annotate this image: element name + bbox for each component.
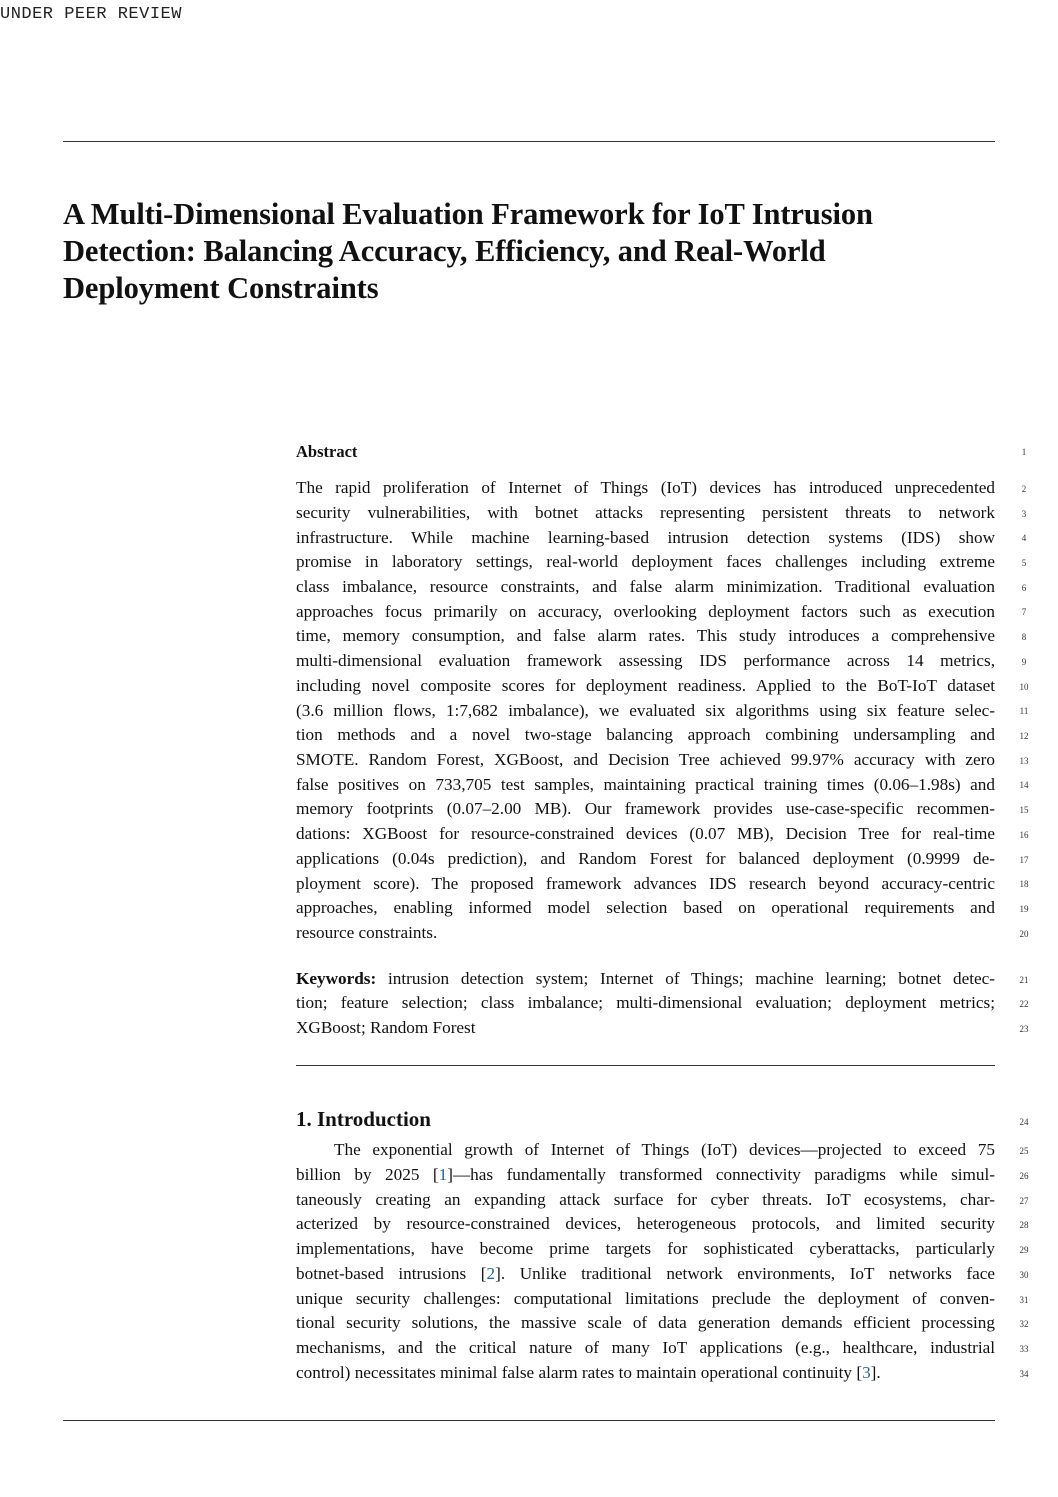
- keywords-line: XGBoost; Random Forest: [296, 1018, 476, 1037]
- line-number: 7: [1021, 607, 1027, 617]
- line-number: 21: [1019, 975, 1029, 985]
- keywords-line: tion; feature selection; class imbalance; multi-dimensional evaluation; deployment metrics;: [296, 993, 995, 1012]
- bottom-rule: [63, 1420, 995, 1421]
- line-number: 33: [1019, 1344, 1029, 1354]
- abstract-line: class imbalance, resource constraints, and false alarm minimization. Traditional evaluation: [296, 577, 995, 596]
- line-number: 6: [1021, 583, 1027, 593]
- abstract-line: applications (0.04s prediction), and Random Forest for balanced deployment (0.9999 de-: [296, 849, 995, 868]
- abstract-line: memory footprints (0.07–2.00 MB). Our framework provides use-case-specific recommen-: [296, 799, 995, 818]
- abstract-line: approaches focus primarily on accuracy, overlooking deployment factors such as execution: [296, 602, 995, 621]
- abstract-line: The rapid proliferation of Internet of Things (IoT) devices has introduced unprecedented: [296, 478, 995, 497]
- intro-line: implementations, have become prime targets for sophisticated cyberattacks, particularly: [296, 1239, 995, 1258]
- line-number: 34: [1019, 1369, 1029, 1379]
- abstract-line: multi-dimensional evaluation framework assessing IDS performance across 14 metrics,: [296, 651, 995, 670]
- line-number: 29: [1019, 1245, 1029, 1255]
- abstract-line: promise in laboratory settings, real-world deployment faces challenges including extreme: [296, 552, 995, 571]
- intro-line: botnet-based intrusions [2]. Unlike traditional network environments, IoT networks face: [296, 1264, 995, 1283]
- line-number: 9: [1021, 657, 1027, 667]
- line-number: 16: [1019, 830, 1029, 840]
- line-number: 20: [1019, 929, 1029, 939]
- line-number: 4: [1021, 533, 1027, 543]
- abstract-line: tion methods and a novel two-stage balancing approach combining undersampling and: [296, 725, 995, 744]
- line-number: 2: [1021, 484, 1027, 494]
- introduction-heading: 1. Introduction: [296, 1107, 431, 1131]
- citation-link[interactable]: 2: [486, 1264, 496, 1283]
- citation-link[interactable]: 3: [862, 1363, 871, 1382]
- line-number: 12: [1019, 731, 1029, 741]
- line-number: 17: [1019, 855, 1029, 865]
- line-number: 23: [1019, 1024, 1029, 1034]
- citation-link[interactable]: 1: [438, 1165, 448, 1184]
- title-line: Deployment Constraints: [63, 271, 379, 305]
- line-number: 22: [1019, 999, 1029, 1009]
- line-number: 25: [1019, 1146, 1029, 1156]
- abstract-heading: Abstract: [296, 442, 358, 461]
- intro-line: [296, 1162, 995, 1187]
- line-number: 27: [1019, 1196, 1029, 1206]
- intro-line: The exponential growth of Internet of Things (IoT) devices—projected to exceed 75: [334, 1140, 995, 1159]
- abstract-line: ployment score). The proposed framework advances IDS research beyond accuracy-centric: [296, 874, 995, 893]
- line-number: 19: [1019, 904, 1029, 914]
- line-number: 10: [1019, 682, 1029, 692]
- intro-line: tional security solutions, the massive scale of data generation demands efficient processing: [296, 1313, 995, 1332]
- line-number: 32: [1019, 1319, 1029, 1329]
- line-number: 24: [1019, 1117, 1029, 1127]
- line-number: 26: [1019, 1171, 1029, 1181]
- line-number: 8: [1021, 632, 1027, 642]
- introduction-section: [296, 0, 995, 1497]
- intro-line: mechanisms, and the critical nature of many IoT applications (e.g., healthcare, industrial: [296, 1338, 995, 1357]
- intro-line: taneously creating an expanding attack surface for cyber threats. IoT ecosystems, char-: [296, 1190, 995, 1209]
- line-number: 28: [1019, 1220, 1029, 1230]
- line-number: 13: [1019, 756, 1029, 766]
- under-review-watermark: UNDER PEER REVIEW: [0, 5, 182, 24]
- abstract-line: SMOTE. Random Forest, XGBoost, and Decision Tree achieved 99.97% accuracy with zero: [296, 750, 995, 769]
- line-number: 5: [1021, 558, 1027, 568]
- abstract-line: including novel composite scores for deployment readiness. Applied to the BoT-IoT dataset: [296, 676, 995, 695]
- abstract-line: dations: XGBoost for resource-constrained devices (0.07 MB), Decision Tree for real-time: [296, 824, 995, 843]
- abstract-line: approaches, enabling informed model selection based on operational requirements and: [296, 898, 995, 917]
- title-line: Detection: Balancing Accuracy, Efficiency, and Real-World: [63, 234, 826, 268]
- title-line: A Multi-Dimensional Evaluation Framework for IoT Intrusion: [63, 197, 873, 231]
- intro-line-text: billion by 2025 [1]—has fundamentally transformed connectivity paradigms while simul-: [296, 1165, 995, 1184]
- abstract-line: false positives on 733,705 test samples, maintaining practical training times (0.06–1.98s) and: [296, 775, 995, 794]
- abstract-line: (3.6 million flows, 1:7,682 imbalance), we evaluated six algorithms using six feature selec-: [296, 701, 995, 720]
- line-number: 30: [1019, 1270, 1029, 1280]
- line-number: 3: [1021, 509, 1027, 519]
- line-number: 11: [1019, 706, 1029, 716]
- line-number: 31: [1019, 1295, 1029, 1305]
- intro-line: unique security challenges: computational limitations preclude the deployment of conven-: [296, 1289, 995, 1308]
- line-number: 18: [1019, 879, 1029, 889]
- intro-line: acterized by resource-constrained devices, heterogeneous protocols, and limited security: [296, 1214, 995, 1233]
- intro-line: control) necessitates minimal false alarm rates to maintain operational continuity [3].: [296, 1363, 881, 1382]
- line-number: 1: [1021, 447, 1027, 457]
- line-number: 14: [1019, 780, 1029, 790]
- line-number: 15: [1019, 805, 1029, 815]
- abstract-line: resource constraints.: [296, 923, 438, 942]
- abstract-line: infrastructure. While machine learning-based intrusion detection systems (IDS) show: [296, 528, 995, 547]
- keywords-text: intrusion detection system; Internet of Things; machine learning; botnet detec-: [388, 969, 995, 988]
- abstract-line: time, memory consumption, and false alarm rates. This study introduces a comprehensive: [296, 626, 995, 645]
- keywords-label: Keywords:: [296, 969, 377, 988]
- abstract-line: security vulnerabilities, with botnet attacks representing persistent threats to network: [296, 503, 995, 522]
